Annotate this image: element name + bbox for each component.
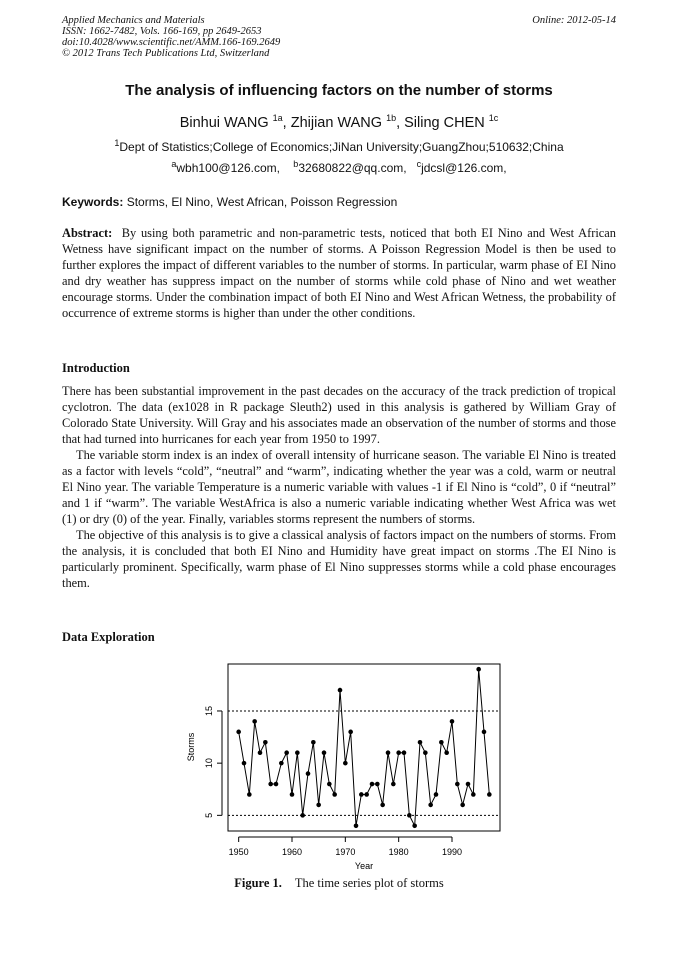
data-point xyxy=(471,792,476,797)
author-sup: 1c xyxy=(488,113,499,123)
abstract-text: By using both parametric and non-parametric tests, noticed that both EI Nino and West African Wetness have significant impact on the number of storms. A Poisson Regression Model is then be used to further explores the impact of different variables to the number of storms. In particular, warm phase of EI Nino and dry weather has suppress impact on the number of storms while cold phase of Nino and wet weather encourage storms. Under the combination impact of both EI Nino and West African Wetness, the probability of occurrence of extreme storms is higher than under the other conditions. xyxy=(62,226,616,320)
y-axis-label: Storms xyxy=(186,732,196,762)
data-point xyxy=(375,782,380,787)
data-point xyxy=(258,750,263,755)
email-sup: a xyxy=(171,159,177,169)
plot-frame xyxy=(228,664,500,831)
journal-header xyxy=(62,15,616,59)
data-point xyxy=(487,792,492,797)
data-point xyxy=(428,803,433,808)
journal-name: Applied Mechanics and Materials xyxy=(62,15,205,26)
data-point xyxy=(295,750,300,755)
data-point xyxy=(274,782,279,787)
storms-series-line xyxy=(239,669,490,826)
keywords-label: Keywords: xyxy=(62,195,124,209)
data-point xyxy=(364,792,369,797)
data-point xyxy=(343,761,348,766)
data-point xyxy=(402,750,407,755)
data-point xyxy=(370,782,375,787)
data-point xyxy=(316,803,321,808)
author-sup: 1b xyxy=(386,113,397,123)
data-point xyxy=(418,740,423,745)
email: jdcsl@126.com, xyxy=(421,161,507,175)
data-point xyxy=(327,782,332,787)
email-list xyxy=(0,159,678,175)
figure-caption xyxy=(0,876,678,891)
issn-line: ISSN: 1662-7482, Vols. 166-169, pp 2649-2653 xyxy=(62,26,262,37)
data-point xyxy=(466,782,471,787)
data-point xyxy=(279,761,284,766)
data-point xyxy=(396,750,401,755)
affiliation-text: Dept of Statistics;College of Economics;JiNan University;GuangZhou;510632;China xyxy=(119,140,564,154)
x-tick-label: 1950 xyxy=(228,847,249,857)
intro-paragraph: The objective of this analysis is to give a classical analysis of factors impact on the numbers of storms. From the analysis, it is concluded that both EI Nino and Humidity have great impact on storms .The EI Nino is particularly prominent. Specifically, warm phase of El Nino suppresses storms while a cold phase encourages them. xyxy=(62,528,616,590)
data-point xyxy=(423,750,428,755)
data-point xyxy=(263,740,268,745)
x-tick-label: 1980 xyxy=(388,847,409,857)
data-point xyxy=(450,719,455,724)
data-point xyxy=(322,750,327,755)
data-point xyxy=(290,792,295,797)
data-point xyxy=(380,803,385,808)
copyright-line: © 2012 Trans Tech Publications Ltd, Switzerland xyxy=(62,48,270,59)
email-sup: b xyxy=(293,159,299,169)
storms-time-series-figure xyxy=(180,654,510,876)
data-point xyxy=(306,771,311,776)
affiliation xyxy=(0,138,678,154)
data-point xyxy=(444,750,449,755)
data-point xyxy=(252,719,257,724)
y-tick-label: 10 xyxy=(204,758,214,769)
data-point xyxy=(338,688,343,693)
data-point xyxy=(354,823,359,828)
x-axis-label: Year xyxy=(354,861,374,871)
data-exploration-heading: Data Exploration xyxy=(62,630,155,644)
data-point xyxy=(236,730,241,735)
intro-paragraph: There has been substantial improvement in the past decades on the accuracy of the track prediction of tropical cyclotron. The data (ex1028 in R package Sleuth2) used in this analysis is gathered by William Gray of Colorado State University. Will Gray and his associates made an observation of the number of storms and those that had turned into hurricanes for each year from 1950 to 1997. xyxy=(62,384,616,446)
data-point xyxy=(300,813,305,818)
data-point xyxy=(311,740,316,745)
data-point xyxy=(439,740,444,745)
paper-title: The analysis of influencing factors on the number of storms xyxy=(125,82,553,99)
data-point xyxy=(247,792,252,797)
data-point xyxy=(332,792,337,797)
y-tick-label: 15 xyxy=(204,705,214,716)
data-point xyxy=(391,782,396,787)
author-list: Binhui WANG $^{1a}$, Zhijian WANG $^{1b}$, Siling CHEN $^{1c}$ xyxy=(179,113,499,131)
keywords-text: Storms, El Nino, West African, Poisson Regression xyxy=(126,195,398,209)
storms-chart xyxy=(180,654,510,876)
intro-paragraph: The variable storm index is an index of overall intensity of hurricane season. The variable El Nino is treated as a factor with levels “cold”, “neutral” and “warm”, indicating whether the year was a cold, warm or neutral El Nino year. The variable Temperature is a numeric variable with values -1 if El Nino is “cold”, 0 if “neutral” and 1 if “warm”. The variable WestAfrica is also a numeric variable indicating whether West Africa was wet (1) or dry (0) of the year. Finally, variables storms represent the numbers of storms. xyxy=(62,448,616,526)
data-point xyxy=(476,667,481,672)
email-sup: c xyxy=(416,159,422,169)
author-name: Zhijian WANG xyxy=(290,114,383,131)
data-point xyxy=(460,803,465,808)
x-tick-label: 1960 xyxy=(281,847,303,857)
online-date: Online: 2012-05-14 xyxy=(532,15,616,26)
introduction-body xyxy=(62,383,616,591)
affiliation-sup: 1 xyxy=(114,138,120,148)
figure-caption-text: The time series plot of storms xyxy=(294,876,444,890)
x-tick-label: 1970 xyxy=(335,847,356,857)
data-point xyxy=(386,750,391,755)
figure-label: Figure 1. xyxy=(234,876,282,890)
author-name: Binhui WANG xyxy=(179,114,269,131)
x-tick-label: 1990 xyxy=(441,847,463,857)
data-point xyxy=(407,813,412,818)
author-name: Siling CHEN xyxy=(404,114,485,131)
y-tick-label: 5 xyxy=(204,812,214,818)
introduction-heading: Introduction xyxy=(62,361,130,375)
data-point xyxy=(482,730,487,735)
email: 32680822@qq.com, xyxy=(298,161,407,175)
abstract xyxy=(62,225,616,321)
email: wbh100@126.com, xyxy=(176,161,280,175)
abstract-label: Abstract: xyxy=(62,226,113,240)
data-point xyxy=(359,792,364,797)
data-point xyxy=(284,750,289,755)
data-point xyxy=(268,782,273,787)
doi-line: doi:10.4028/www.scientific.net/AMM.166-169.2649 xyxy=(62,37,281,48)
data-point xyxy=(412,823,417,828)
data-point xyxy=(242,761,247,766)
data-point xyxy=(434,792,439,797)
data-point xyxy=(348,730,353,735)
data-point xyxy=(455,782,460,787)
keywords xyxy=(62,195,397,209)
author-sup: 1a xyxy=(272,113,283,123)
